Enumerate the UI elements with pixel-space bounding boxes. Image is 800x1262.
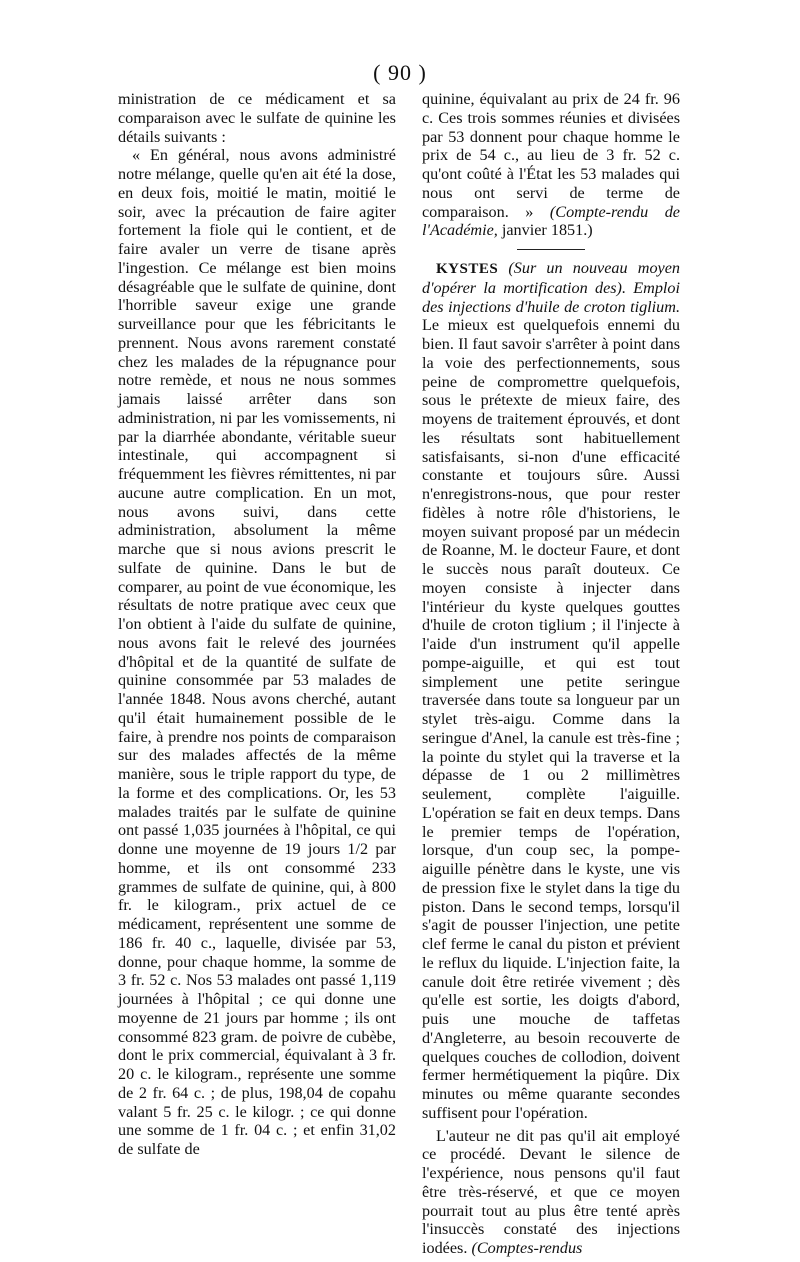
kystes-article <box>422 259 680 1123</box>
conclusion-text: L'auteur ne dit pas qu'il ait employé ce procédé. Devant le silence de l'expérience, nous pensons qu'il faut être très-réservé, et que ce moyen pourrait tout au plus être tenté après l'insuccès constaté des injections iodées. <box>422 1126 680 1257</box>
article-heading: KYSTES <box>436 261 499 277</box>
article-conclusion <box>422 1127 680 1258</box>
page-number: ( 90 ) <box>373 60 427 85</box>
left-paragraph-quotation: « En général, nous avons administré notre mélange, quelle qu'en ait été la dose, en deux fois, moitié le matin, moitié le soir, avec la précaution de faire agiter fortement la fiole qui le contient, et de faire avaler un verre de tisane après l'ingestion. Ce mélange est bien moins désagréable que le sulfate de quinine, dont l'horrible saveur exige une grande surveillance pour que les fébricitants le prennent. Nous avons rarement constaté chez les malades de la répugnance pour notre remède, et nous ne nous sommes jamais laissé arrêter dans son administration, ni par les vomissements, ni par la diarrhée abondante, véritable sueur intestinale, qui accompagnent si fréquemment les fièvres rémittentes, ni par aucune autre complication. En un mot, nous avons suivi, dans cette administration, absolument la même marche que si nous avions prescrit le sulfate de quinine. Dans le but de comparer, au point de vue économique, les résultats de notre pratique avec ceux que l'on obtient à l'aide du sulfate de quinine, nous avons fait le relevé des journées d'hôpital et de la quantité de sulfate de quinine consommée par 53 malades de l'année 1848. Nous avons cherché, autant qu'il était humainement possible de le faire, à prendre nos points de comparaison sur des malades affectés de la même manière, sous le triple rapport du type, de la forme et des complications. Or, les 53 malades traités par le sulfate de quinine ont passé 1,035 journées à l'hôpital, ce qui donne une moyenne de 19 jours 1/2 par homme, et ils ont consommé 233 grammes de sulfate de quinine, qui, à 800 fr. le kilogram., prix actuel de ce médicament, représentent une somme de 186 fr. 40 c., laquelle, divisée par 53, donne, pour chaque homme, la somme de 3 fr. 52 c. Nos 53 malades ont passé 1,119 journées à l'hôpital ; ce qui donne une moyenne de 21 jours par homme ; ils ont consommé 823 gram. de poivre de cubèbe, dont le prix commercial, équivalant à 3 fr. 20 c. le kilogram., représente une somme de 2 fr. 64 c. ; de plus, 198,04 de copahu valant 5 fr. 25 c. le kilogr. ; ce qui donne une somme de 1 fr. 04 c. ; et enfin 31,02 de sulfate de <box>118 146 396 1158</box>
right-paragraph-continuation <box>422 90 680 240</box>
quotation-end: quinine, équivalant au prix de 24 fr. 96 c. Ces trois sommes réunies et divisées par 53 donnent pour chaque homme le prix de 54 c., au lieu de 3 fr. 52 c. qu'ont coûté à l'État les 53 malades qui nous ont servi de terme de comparaison. » <box>422 90 680 221</box>
article-body: Le mieux est quelquefois ennemi du bien. Il faut savoir s'arrêter à point dans la voie des perfectionnements, sous peine de compromettre quelquefois, sous le prétexte de mieux faire, des moyens de traitement éprouvés, et dont les résultats sont habituellement satisfaisants, si-non d'une efficacité constante et toujours sûre. Aussi n'enregistrons-nous, que pour rester fidèles à notre rôle d'historiens, le moyen suivant proposé par un médecin de Roanne, M. le docteur Faure, et dont le succès nous paraît douteux. Ce moyen consiste à injecter dans l'intérieur du kyste quelques gouttes d'huile de croton tiglium ; il l'injecte à l'aide d'un instrument qu'il appelle pompe-aiguille, et qui est tout simplement une petite seringue traversée dans toute sa longueur par un stylet très-aigu. Comme dans la seringue d'Anel, la canule est très-fine ; la pointe du stylet qui la traverse et la dépasse de 1 ou 2 millimètres seulement, complète l'aiguille. L'opération se fait en deux temps. Dans le premier temps de l'opération, lorsque, d'un coup sec, la pompe-aiguille pénètre dans le kyste, une vis de pression fixe le stylet dans la tige du piston. Dans le second temps, lorsqu'il s'agit de pousser l'injection, une petite clef ferme le canal du piston et prévient le reflux du liquide. L'injection faite, la canule doit être retirée vivement ; dès qu'elle est sortie, les doigts d'abord, puis une mouche de taffetas d'Angleterre, au besoin recouverte de quelques couches de collodion, doivent fermer hermétiquement la piqûre. Dix minutes ou même quarante secondes suffisent pour l'opération. <box>422 316 680 1122</box>
article-subtitle: (Sur un nouveau moyen d'opérer la mortification des). Emploi des injections d'huile de croton tiglium. <box>422 259 681 316</box>
right-column <box>422 90 680 1258</box>
left-paragraph-continuation: ministration de ce médicament et sa comparaison avec le sulfate de quinine les détails suivants : <box>118 90 396 146</box>
conclusion-citation: (Comptes-rendus <box>471 1239 583 1257</box>
source-citation: (Compte-rendu de l'Académie, <box>422 202 680 240</box>
section-divider <box>517 249 585 250</box>
source-date: janvier 1851.) <box>501 221 593 240</box>
left-column <box>118 90 396 1159</box>
